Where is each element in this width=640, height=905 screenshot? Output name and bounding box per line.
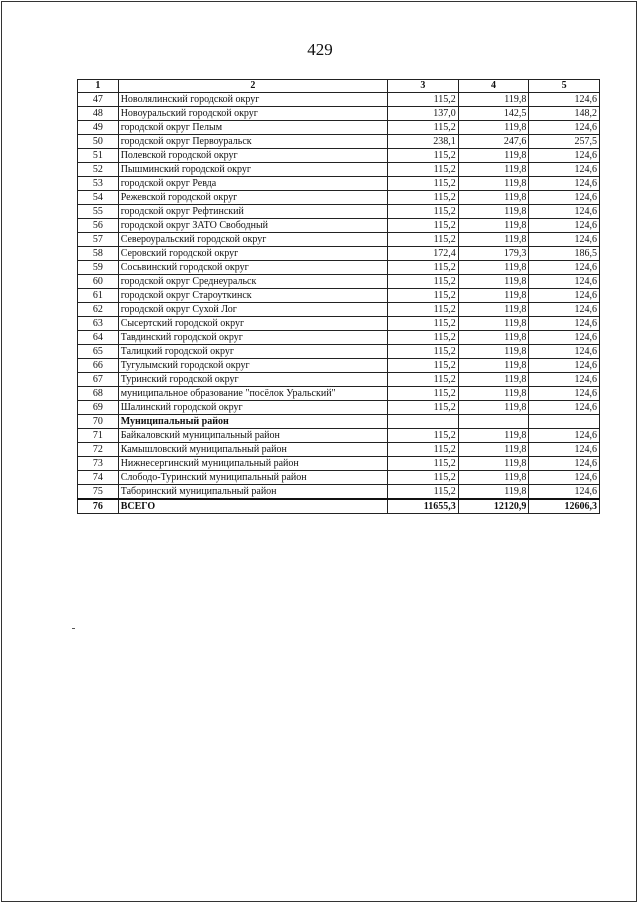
value-col-5: 124,6 [529, 191, 600, 205]
value-col-3: 115,2 [388, 317, 459, 331]
municipality-name: городской округ Рефтинский [118, 205, 387, 219]
municipality-name: городской округ Ревда [118, 177, 387, 191]
value-col-5: 12606,3 [529, 499, 600, 514]
value-col-3: 115,2 [388, 93, 459, 107]
value-col-3: 238,1 [388, 135, 459, 149]
value-col-5: 124,6 [529, 177, 600, 191]
value-col-3: 115,2 [388, 289, 459, 303]
row-number: 55 [78, 205, 119, 219]
municipality-name: Новолялинский городской округ [118, 93, 387, 107]
value-col-4: 119,8 [458, 303, 529, 317]
value-col-5: 124,6 [529, 317, 600, 331]
municipality-name: городской округ Староуткинск [118, 289, 387, 303]
value-col-4: 119,8 [458, 121, 529, 135]
row-number: 62 [78, 303, 119, 317]
row-number: 72 [78, 443, 119, 457]
value-col-4: 119,8 [458, 457, 529, 471]
value-col-5: 186,5 [529, 247, 600, 261]
municipality-name: городской округ ЗАТО Свободный [118, 219, 387, 233]
table-row [78, 177, 600, 191]
municipality-name: Талицкий городской округ [118, 345, 387, 359]
total-row [78, 499, 600, 514]
header-cell-4: 4 [458, 80, 529, 93]
row-number: 52 [78, 163, 119, 177]
table-row [78, 345, 600, 359]
row-number: 57 [78, 233, 119, 247]
municipality-name: муниципальное образование "посёлок Уральский" [118, 387, 387, 401]
municipality-name: городской округ Пелым [118, 121, 387, 135]
table-row [78, 205, 600, 219]
data-table [77, 79, 600, 514]
row-number: 68 [78, 387, 119, 401]
value-col-3: 115,2 [388, 275, 459, 289]
row-number: 71 [78, 429, 119, 443]
municipality-name: Режевской городской округ [118, 191, 387, 205]
page-number: 429 [307, 40, 333, 59]
value-col-4: 119,8 [458, 387, 529, 401]
municipality-name: городской округ Среднеуральск [118, 275, 387, 289]
value-col-3: 115,2 [388, 233, 459, 247]
value-col-3: 115,2 [388, 345, 459, 359]
value-col-5: 124,6 [529, 387, 600, 401]
value-col-5: 124,6 [529, 373, 600, 387]
header-cell-1: 1 [78, 80, 119, 93]
value-col-5: 124,6 [529, 331, 600, 345]
value-col-5: 124,6 [529, 457, 600, 471]
value-col-5: 124,6 [529, 121, 600, 135]
municipality-name: Нижнесергинский муниципальный район [118, 457, 387, 471]
municipality-name: Серовский городской округ [118, 247, 387, 261]
row-number: 69 [78, 401, 119, 415]
value-col-3: 172,4 [388, 247, 459, 261]
value-col-4: 247,6 [458, 135, 529, 149]
row-number: 74 [78, 471, 119, 485]
row-number: 49 [78, 121, 119, 135]
table-row [78, 359, 600, 373]
value-col-5: 124,6 [529, 93, 600, 107]
row-number: 66 [78, 359, 119, 373]
row-number: 54 [78, 191, 119, 205]
value-col-5: 124,6 [529, 471, 600, 485]
value-col-3: 115,2 [388, 331, 459, 345]
row-number: 63 [78, 317, 119, 331]
value-col-4: 119,8 [458, 163, 529, 177]
value-col-3: 115,2 [388, 149, 459, 163]
value-col-4: 119,8 [458, 443, 529, 457]
municipality-name: Таборинский муниципальный район [118, 485, 387, 500]
row-number: 65 [78, 345, 119, 359]
row-number: 56 [78, 219, 119, 233]
value-col-5: 124,6 [529, 429, 600, 443]
table-row [78, 401, 600, 415]
value-col-5: 257,5 [529, 135, 600, 149]
value-col-4: 119,8 [458, 93, 529, 107]
value-col-3: 115,2 [388, 219, 459, 233]
value-col-4: 119,8 [458, 289, 529, 303]
value-col-3: 115,2 [388, 121, 459, 135]
row-number: 64 [78, 331, 119, 345]
value-col-5: 148,2 [529, 107, 600, 121]
row-number: 75 [78, 485, 119, 500]
value-col-4: 119,8 [458, 219, 529, 233]
table-row [78, 275, 600, 289]
value-col-4: 119,8 [458, 317, 529, 331]
table-row [78, 457, 600, 471]
value-col-3: 115,2 [388, 303, 459, 317]
municipality-name: Тавдинский городской округ [118, 331, 387, 345]
table-row [78, 135, 600, 149]
table-row [78, 471, 600, 485]
value-col-5: 124,6 [529, 289, 600, 303]
municipality-name: городской округ Первоуральск [118, 135, 387, 149]
value-col-4: 119,8 [458, 191, 529, 205]
value-col-4: 119,8 [458, 149, 529, 163]
value-col-3: 115,2 [388, 177, 459, 191]
row-number: 48 [78, 107, 119, 121]
municipality-name: Байкаловский муниципальный район [118, 429, 387, 443]
header-row [78, 80, 600, 93]
value-col-4: 119,8 [458, 485, 529, 500]
value-col-5: 124,6 [529, 359, 600, 373]
table-row [78, 387, 600, 401]
value-col-5: 124,6 [529, 345, 600, 359]
value-col-3: 137,0 [388, 107, 459, 121]
value-col-5: 124,6 [529, 205, 600, 219]
value-col-5: 124,6 [529, 219, 600, 233]
row-number: 61 [78, 289, 119, 303]
value-col-4: 179,3 [458, 247, 529, 261]
value-col-5: 124,6 [529, 233, 600, 247]
value-col-5: 124,6 [529, 261, 600, 275]
table-row [78, 191, 600, 205]
value-col-5: 124,6 [529, 485, 600, 500]
row-number: 59 [78, 261, 119, 275]
row-number: 50 [78, 135, 119, 149]
value-col-4: 119,8 [458, 205, 529, 219]
value-col-5: 124,6 [529, 303, 600, 317]
table-row [78, 317, 600, 331]
value-col-4: 119,8 [458, 233, 529, 247]
value-col-3: 115,2 [388, 191, 459, 205]
row-number: 51 [78, 149, 119, 163]
table-row [78, 429, 600, 443]
value-col-3: 115,2 [388, 457, 459, 471]
row-number: 53 [78, 177, 119, 191]
value-col-3: 115,2 [388, 485, 459, 500]
municipality-name: Новоуральский городской округ [118, 107, 387, 121]
value-col-3: 115,2 [388, 429, 459, 443]
municipality-name: Полевской городской округ [118, 149, 387, 163]
row-number: 67 [78, 373, 119, 387]
table-row [78, 247, 600, 261]
section-row [78, 415, 600, 429]
value-col-3: 115,2 [388, 471, 459, 485]
value-col-4: 119,8 [458, 471, 529, 485]
value-col-5 [529, 415, 600, 429]
value-col-5: 124,6 [529, 149, 600, 163]
value-col-5: 124,6 [529, 443, 600, 457]
table-row [78, 485, 600, 500]
value-col-5: 124,6 [529, 275, 600, 289]
municipality-name: Туринский городской округ [118, 373, 387, 387]
table-row [78, 163, 600, 177]
value-col-3: 115,2 [388, 373, 459, 387]
value-col-3: 115,2 [388, 163, 459, 177]
municipality-name: Шалинский городской округ [118, 401, 387, 415]
table-row [78, 289, 600, 303]
table-row [78, 261, 600, 275]
value-col-4: 119,8 [458, 345, 529, 359]
value-col-4: 119,8 [458, 429, 529, 443]
table-row [78, 233, 600, 247]
row-number: 60 [78, 275, 119, 289]
value-col-4: 119,8 [458, 359, 529, 373]
table-row [78, 107, 600, 121]
header-cell-2: 2 [118, 80, 387, 93]
municipality-name: Североуральский городской округ [118, 233, 387, 247]
value-col-4: 142,5 [458, 107, 529, 121]
value-col-3: 115,2 [388, 387, 459, 401]
value-col-4: 119,8 [458, 261, 529, 275]
table-row [78, 331, 600, 345]
table-row [78, 373, 600, 387]
table-row [78, 93, 600, 107]
value-col-4: 119,8 [458, 373, 529, 387]
table-row [78, 443, 600, 457]
row-number: 47 [78, 93, 119, 107]
municipality-name: Пышминский городской округ [118, 163, 387, 177]
municipality-name: городской округ Сухой Лог [118, 303, 387, 317]
value-col-4: 119,8 [458, 331, 529, 345]
table-row [78, 121, 600, 135]
header-cell-3: 3 [388, 80, 459, 93]
header-cell-5: 5 [529, 80, 600, 93]
stray-mark [72, 628, 75, 629]
value-col-3: 115,2 [388, 205, 459, 219]
municipality-name: ВСЕГО [118, 499, 387, 514]
value-col-5: 124,6 [529, 401, 600, 415]
table-row [78, 219, 600, 233]
municipality-name: Сосьвинский городской округ [118, 261, 387, 275]
municipality-name: Тугулымский городской округ [118, 359, 387, 373]
value-col-4: 12120,9 [458, 499, 529, 514]
row-number: 70 [78, 415, 119, 429]
municipality-name: Камышловский муниципальный район [118, 443, 387, 457]
municipality-name: Сысертский городской округ [118, 317, 387, 331]
value-col-4: 119,8 [458, 275, 529, 289]
table-row [78, 303, 600, 317]
value-col-3: 115,2 [388, 443, 459, 457]
row-number: 76 [78, 499, 119, 514]
table-row [78, 149, 600, 163]
value-col-4: 119,8 [458, 177, 529, 191]
value-col-3: 115,2 [388, 261, 459, 275]
value-col-3: 115,2 [388, 359, 459, 373]
value-col-3 [388, 415, 459, 429]
value-col-5: 124,6 [529, 163, 600, 177]
value-col-4 [458, 415, 529, 429]
row-number: 58 [78, 247, 119, 261]
value-col-3: 115,2 [388, 401, 459, 415]
value-col-4: 119,8 [458, 401, 529, 415]
value-col-3: 11655,3 [388, 499, 459, 514]
municipality-name: Муниципальный район [118, 415, 387, 429]
row-number: 73 [78, 457, 119, 471]
municipality-name: Слободо-Туринский муниципальный район [118, 471, 387, 485]
